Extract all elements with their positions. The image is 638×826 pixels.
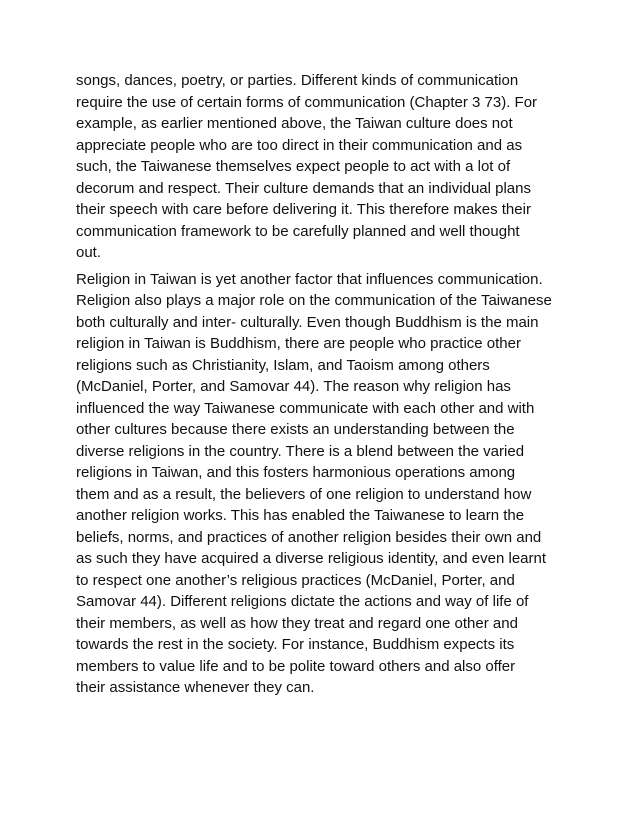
text-line: members to value life and to be polite toward others and also offer (76, 657, 516, 675)
paragraph-1 (76, 70, 576, 264)
text-line: diverse religions in the country. There is a blend between the varied (76, 442, 525, 460)
text-line: their members, as well as how they treat and regard one other and (76, 614, 518, 632)
text-line: their assistance whenever they can. (76, 679, 315, 696)
text-line: to respect one another’s religious practices (McDaniel, Porter, and (76, 571, 515, 589)
text-line: beliefs, norms, and practices of another religion besides their own and (76, 528, 542, 546)
text-line: religion in Taiwan is Buddhism, there are people who practice other (76, 335, 521, 352)
text-line: such, the Taiwanese themselves expect people to act with a lot of (76, 158, 511, 175)
text-line: another religion works. This has enabled the Taiwanese to learn the (76, 507, 525, 524)
text-line: Religion in Taiwan is yet another factor that influences communication. (76, 270, 543, 288)
text-line: both culturally and inter- culturally. Even though Buddhism is the main (76, 313, 539, 331)
paragraph-2 (76, 269, 576, 699)
text-line: appreciate people who are too direct in their communication and as (76, 136, 523, 154)
text-line: (McDaniel, Porter, and Samovar 44). The reason why religion has (76, 378, 511, 395)
text-line: Samovar 44). Different religions dictate the actions and way of life of (76, 593, 529, 610)
body-text (76, 70, 576, 699)
text-line: require the use of certain forms of communication (Chapter 3 73). For (76, 93, 538, 111)
text-line: as such they have acquired a diverse religious identity, and even learnt (76, 550, 547, 567)
text-line: their speech with care before delivering it. This therefore makes their (76, 201, 531, 218)
text-line: towards the rest in the society. For instance, Buddhism expects its (76, 636, 515, 653)
text-line: example, as earlier mentioned above, the Taiwan culture does not (76, 115, 513, 132)
text-line: songs, dances, poetry, or parties. Different kinds of communication (76, 72, 519, 89)
text-line: communication framework to be carefully planned and well thought (76, 222, 520, 240)
text-line: other cultures because there exists an understanding between the (76, 421, 515, 438)
text-line: religions such as Christianity, Islam, and Taoism among others (76, 356, 490, 374)
text-line: them and as a result, the believers of one religion to understand how (76, 485, 532, 503)
text-line: out. (76, 244, 102, 261)
text-line: influenced the way Taiwanese communicate with each other and with (76, 399, 535, 417)
text-line: religions in Taiwan, and this fosters harmonious operations among (76, 464, 516, 481)
text-line: decorum and respect. Their culture demands that an individual plans (76, 179, 531, 197)
text-line: Religion also plays a major role on the communication of the Taiwanese (76, 292, 552, 309)
